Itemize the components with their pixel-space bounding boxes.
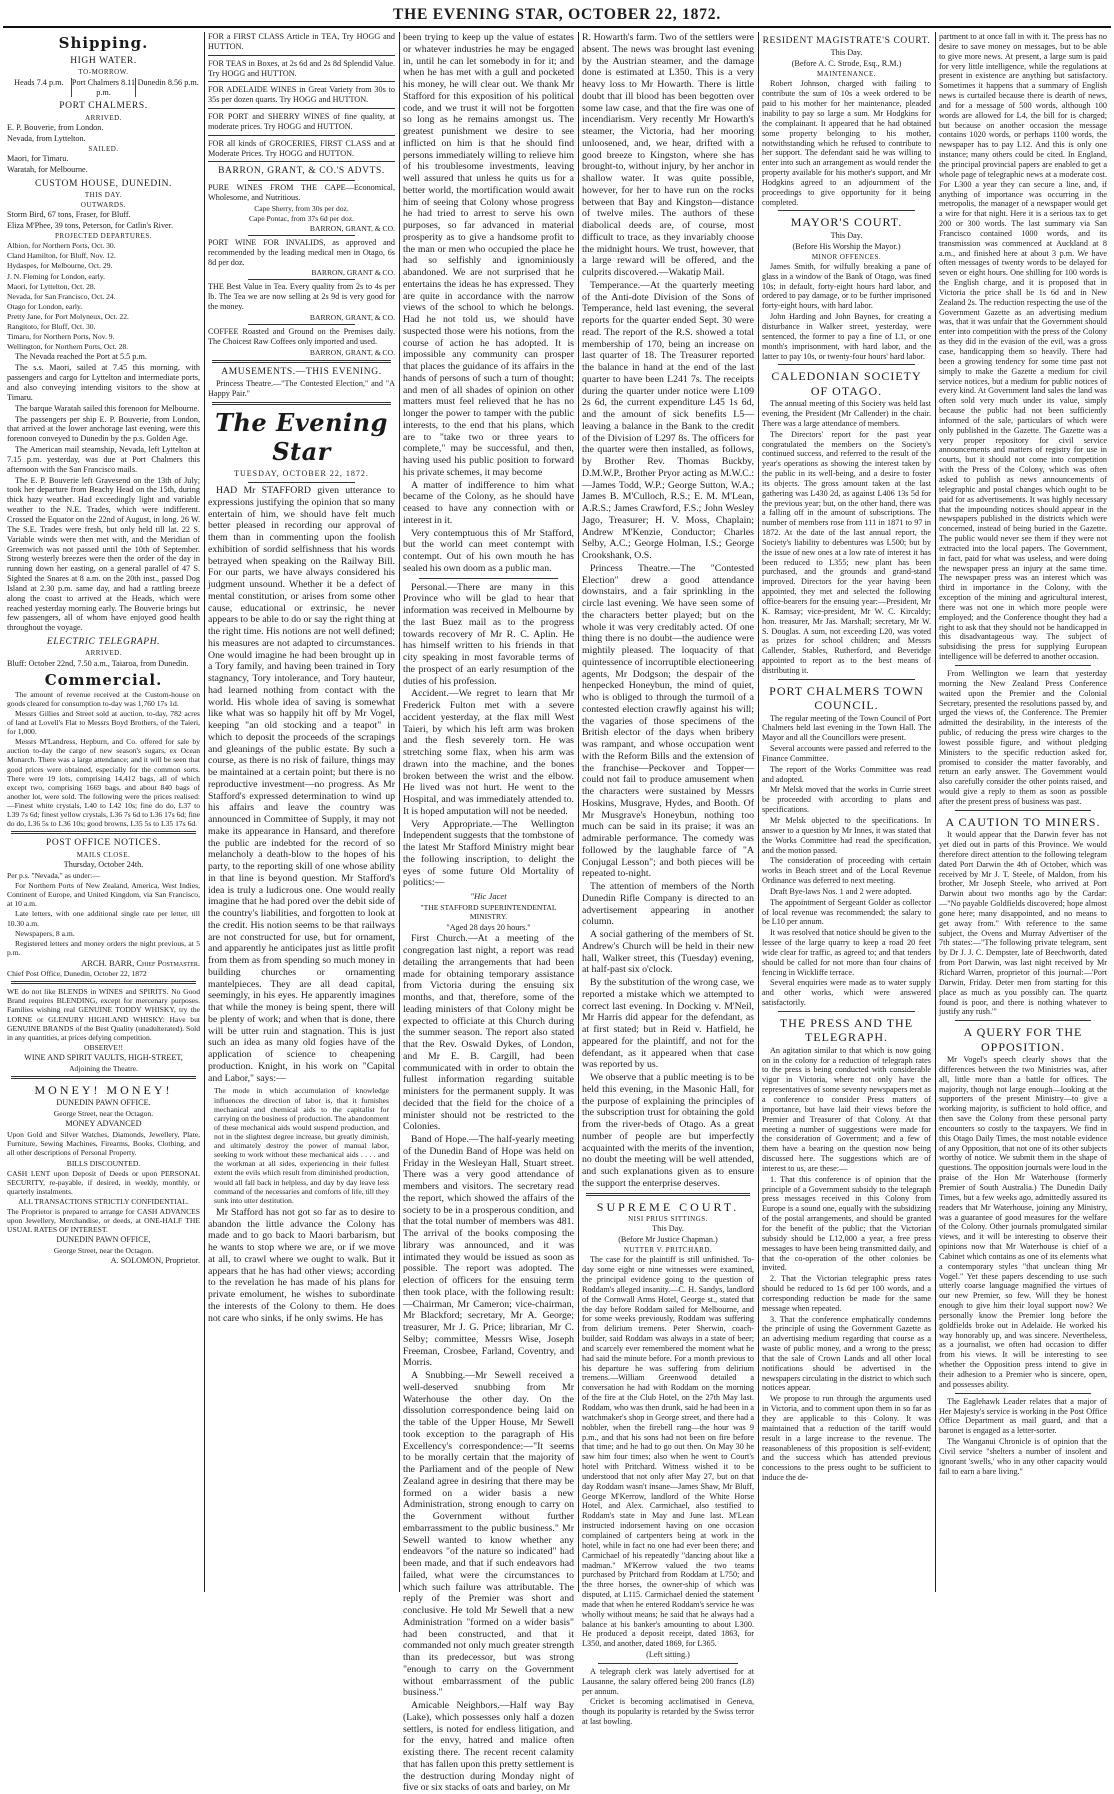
amusements-heading: AMUSEMENTS.—THIS EVENING.: [221, 366, 382, 377]
article-paragraph: An agitation similar to that which is now going on in the colony for a reduction of telegraph rates to the press is being conducted with considerable vigor in Victoria, where not only have the representatives of some seventy newspapers met as a conference to consider Press matters of importance, but have laid their views before the Premier and Treasurer of that Colony. At that meeting a number of suggestions were made for the consideration of Government; and a few of them have a bearing on the question now being discussed here. The suggestions which are of interest to us, are these:—: [762, 1045, 931, 1173]
money-paragraph: Upon Gold and Silver Watches, Diamonds, Jewellery, Plate, Furniture, Sewing Machines, Firearms, Books, Clothing, and all other descriptions of Personal Property.: [7, 1130, 200, 1158]
mail-line: Registered letters and money orders the night previous, at 5 p.m.: [7, 938, 200, 957]
news-paragraph: Temperance.—At the quarterly meeting of the Anti-dote Division of the Sons of Temperance, held last evening, the several reports for the quarter ended Sept. 30 were read. The report of the R.S. showed a total membership of 170, being an increase on last quarter of 18. The Treasurer reported the balance in hand at the end of the last quarter to have been L241 7s. The receipts during the quarter under notice were L109 2s 6d, the current expenditure L45 1s 6d, and the amount of sick benefits L5—leaving a balance in the Bank to the credit of the Division of L297 8s. The officers for the quarter were then installed, as follows, by Brother Rev. Thomas Buckby, D.M.W.P., Brother Pryor acting as M.W.C.:—James Todd, W.P.; George Sutton, W.A.; James B. M'Culloch, R.S.; E. M. M'Lean, A.R.S.; James Crawford, F.S.; John Wesley Jago, Treasurer; H. V. Moss, Chaplain; Andrew M'Kenzie, Conductor; Charles Selby, A.C.; George Holman, I.S.; George Crookshank, O.S.: [582, 279, 754, 561]
court-report: James Smith, for wilfully breaking a pane of glass in a window of the Bank of Otago, was fined 10s; in default, forty-eight hours hard labor, and ordered to pay damage, or to be further imprisoned forty-eight hours, with hard labor.: [762, 261, 931, 311]
article-paragraph: It would appear that the Darwin fever has not yet died out in parts of this Province. We would therefore direct attention to the following telegram dated Port Darwin the 4th of October, which was received by Mr J. T. Steele, of Maldon, from his brother, Mr Joseph Steele, who arrived at Port Darwin about two months ago by the Cardar:—"No payable Goldfields discovered; hope almost gone here; many disappointed, and no means to get away from." With reference to the same subject, the Ovens and Murray Advertiser of the 7th states:—"The following private telegram, sent by Dr J. J. C. Dempster, late of Beechworth, dated from Port Darwin, was last night received by Mr Richard Warren, proprietor of this journal:—'Port Darwin, Friday. Deter men from starting for this place as much as you possibly can. The quartz found is poor, and there is nothing whatever to justify any rush.'": [939, 830, 1107, 1017]
shipping-heading: Shipping.: [58, 34, 149, 52]
query-opposition-heading: A QUERY FOR THE OPPOSITION.: [963, 1025, 1083, 1054]
departure-line: Maori, for Lyttelton, Oct. 28.: [7, 281, 96, 291]
departure-line: Cland Hamilton, for Bluff, Nov. 12.: [7, 251, 116, 261]
departure-line: Albion, for Northern Ports, Oct. 30.: [7, 241, 116, 251]
divider: [955, 1393, 1091, 1394]
leader-quotation: The mode in which accumulation of knowledge influences the direction of labor is, that it furnishes mechanical and chemical aids to the capitalist for carrying on the business of production. The abandonment of these mechanical aids would suspend production, and not in the slightest degree increase, but greatly diminish, and ultimately destroy the power of manual labor, seeking to work without these mechanical aids . . . . and the workman at all sides, experiencing in their fullest extent the evils which result from diminished production, would all fall back in helpless, and day by day leave less command of the necessaries and comforts of life, till they sunk into utter destitution.: [214, 1086, 389, 1205]
advertisement-text: FOR PORT and SHERRY WINES of fine quality, at moderate prices. Try HOGG and HUTTON.: [208, 112, 395, 131]
commercial-paragraph: The amount of revenue received at the Custom-house on goods cleared for consumption to-day was 1,760 17s 1d.: [7, 689, 200, 708]
price-line: Cape Sherry, from 30s per doz.: [254, 203, 349, 213]
news-paragraph: First Church.—At a meeting of the congregation last night, a report was read detailing the arrangements that had been made for obtaining temporary assistance from Victoria during the ensuing six months, and that, therefore, some of the leading ministers of that Colony might be expected to officiate at this Church during the summer season. The report also stated that the Rev. Oswald Dykes, of London, and Mr E. B. Cargill, had been communicated with in order to obtain the fullest information regarding suitable ministers for the permanent supply. It was decided that the field for the choice of a minister should not be restricted to the Colonies.: [403, 933, 574, 1133]
news-paragraph: Princess Theatre.—The "Contested Election" drew a good attendance downstairs, and a fair sprinkling in the circle last evening. We have seen some of the characters better played; but on the whole it was very creditably acted. Of one thing there is no doubt—the audience were mightily pleased. The loquacity of that quintessence of incorruptible electioneering agents, Mr Dodgson; the despair of the henpecked Honeybun, the mind of quiet, who is obliged to through the turmoil of a contested election crawfly against his will; the vagaries of those specimens of the British elector of the days when bribery was rampant, and whose occupation went with the Reform Bills and the extension of the franchise—Peckover and Topper—could not fail to produce amusement when the characters were sustained by Messrs Hoskins, Musgrave, Hydes, and Booth. Of Mr Musgrave's Honeybun, nothing too much can be said in its praise; it was an admirable performance. The comedy was followed by the laughable farce of "A Conjugal Lesson"; and both pieces will be repeated to-night.: [582, 562, 754, 880]
news-paragraph: Cricket is becoming acclimatised in Geneva, though its popularity is retarded by the Swiss terror at last bowling.: [582, 1697, 754, 1727]
outwards-line: Eliza M'Phee, 39 tons, Peterson, for Catlin's River.: [7, 221, 173, 231]
court-day: This Day.: [830, 230, 863, 240]
post-office-date: Chief Post Office, Dunedin, October 22, 1872: [7, 969, 147, 979]
advertiser-signature: BARRON, GRANT, & CO.: [309, 313, 395, 323]
mayors-court-heading: MAYOR'S COURT.: [790, 215, 903, 230]
barron-grant-heading: BARRON, GRANT, & CO.'S ADVTS.: [218, 166, 385, 177]
high-water-table: [7, 78, 200, 98]
departure-line: Rangitoto, for Bluff, Oct. 30.: [7, 322, 96, 332]
council-report: The report of the Works Committee was read and adopted.: [762, 764, 931, 784]
divider: [212, 402, 391, 405]
divider: [778, 679, 915, 680]
column-6: [935, 32, 1111, 1592]
money-advanced: MONEY ADVANCED: [65, 1119, 142, 1129]
advertisement: [208, 32, 395, 56]
news-paragraph: R. Howarth's farm. Two of the settlers were absent. The news was brought last evening by the Austrian steamer, and the damage done is estimated at L350. This is a very heavy loss to Mr Howarth. There is little doubt that ill blood has been begotten over some law case, and that the fire was one of incendiarism. Very recently Mr Howarth's steamer, the Victoria, had her mooring unloosened, and, we hear, drifted with a good breeze to Kingston, where she has brought-to, without injury, by her anchor in shallow water. It was quite possible, however, for her to have run on the rocks between that Bay and Kingston—distance of twelve miles. The authors of these diabolical deeds are, of course, most difficult to trace, as they invariably choose the midnight hours. We trust, however, that a large reward will be offered, and the culprits discovered.—Wakatip Mail.: [582, 32, 754, 278]
council-report: The regular meeting of the Town Council of Port Chalmers held last evening in the Town Hall. The Mayor and all the Councillors were present.: [762, 713, 931, 743]
column-5: [758, 32, 935, 1592]
leader-paragraph: Mr Stafford has not got so far as to desire to abandon the little advance the Colony has made and to go back to Maori barbarism, but he wants to stop where we are, or if we move at all, to crawl where we ought to walk. But it appears that he has had other views; according to the revelation he has made of his plans for private emolument, he wishes to subordinate the interests of the Colony to them. He does not care who sinks, if he only swims. He has: [208, 1206, 395, 1324]
mail-line: Per p.s. "Nevada," as under:—: [7, 870, 100, 880]
court-judge: (Before His Worship the Mayor.): [792, 241, 901, 251]
sailed-heading: SAILED.: [88, 144, 119, 153]
court-judge: (Before Mr Justice Chapman.): [618, 1235, 718, 1245]
projected-departures-list: [7, 241, 200, 351]
post-office-heading: POST OFFICE NOTICES.: [45, 838, 162, 849]
bills-discounted: BILLS DISCOUNTED.: [66, 1158, 141, 1168]
edition-date: TUESDAY, OCTOBER 22, 1872.: [234, 468, 369, 478]
advertisement-text: FOR a FIRST CLASS Article in TEA, Try HOGG and HUTTON.: [208, 32, 395, 51]
advertiser-signature: BARRON, GRANT & CO.: [311, 268, 395, 278]
council-report: Mr Melsk objected to the specifications. In answer to a question by Mr Innes, it was stated that the Works Committee had read the specification, and the motion passed.: [762, 815, 931, 855]
electric-telegraph-heading: ELECTRIC TELEGRAPH.: [46, 637, 161, 648]
custom-house-heading: CUSTOM HOUSE, DUNEDIN.: [34, 179, 173, 190]
nisi-prius-heading: NISI PRIUS SITTINGS.: [628, 1214, 708, 1223]
leader-paragraph: A matter of indifference to him what became of the Colony, as he should have ceased to have any connection with or interest in it.: [403, 479, 574, 526]
article-paragraph: 3. That the conference emphatically condemns the principle of using the Government Gazette as an advertising medium regarding that course as a waste of public money, and a wrong to the press; that the sale of Crown Lands and all other local notifications should be advertised in the newspapers circulating in the district to which such notices appear.: [762, 1314, 931, 1393]
news-paragraph: Band of Hope.—The half-yearly meeting of the Dunedin Band of Hope was held on Friday in the Wesleyan Hall, Stuart street. There was a very good attendance of members and visitors. The secretary read the report, which showed the affairs of the society to be in a prosperous condition, and that the total number of members was 481. The arrival of the books composing the library was announced, and it was intimated they would be issued as soon as possible. The report was adopted. The election of officers for the ensuing term then took place, with the following result:—Chairman, Mr Cameron; vice-chairman, Mr Blackford; secretary, Mr A. George; treasurer, Mr J. G. Price; librarian, Mr C. Selby; committee, Messrs Wise, Joseph Freeman, Crosbee, Farland, Coventry, and Morris.: [403, 1134, 574, 1369]
mail-line: Newspapers, 8 a.m.: [15, 928, 75, 938]
money-heading: MONEY! MONEY!: [34, 1082, 173, 1097]
news-paragraph: A telegraph clerk was lately advertised for at Lausanne, the salary offered being 200 francs (L8) per annum.: [582, 1666, 754, 1696]
price-line: Cape Pontac, from 37s 6d per doz.: [248, 213, 355, 223]
news-paragraph: A social gathering of the members of St. Andrew's Church will be held in their new hall, Walker street, this (Tuesday) evening, at half-past six o'clock.: [582, 929, 754, 976]
maintenance-heading: MAINTENANCE.: [816, 70, 877, 79]
proprietor-signature: A. SOLOMON, Proprietor.: [110, 1256, 200, 1266]
masthead: [0, 0, 1114, 30]
council-report: Mr Melsk moved that the works in Currie street be proceeded with according to plans and specifications.: [762, 785, 931, 815]
article-paragraph: 1. That this conference is of opinion that the principle of a Government subsidy to the telegraph press messages received in this Colony from Europe is a sound one, equally with the subsidizing of the postal arrangements, and should be granted for the benefit of the public; that the Victorian subsidy should be L12,000 a year, a free press messages to have been being transmitted daily, and that the co-operation of the other colonies be invited.: [762, 1174, 931, 1273]
divider: [212, 360, 391, 363]
advertisement-text: COFFEE Roasted and Ground on the Premises daily. The Choicest Raw Coffees only imported and used.: [208, 327, 395, 346]
case-name: NUTTER V. PRITCHARD.: [623, 1245, 713, 1254]
news-paragraph: The Wanganui Chronicle is of opinion that the Civil service "shelters a number of insolent and ignorant 'swells,' who in any other capacity would fail to earn a bare living.": [939, 1437, 1107, 1476]
minor-offences-heading: MINOR OFFENCES.: [811, 252, 882, 261]
divider: [955, 810, 1091, 811]
mail-day: Thursday, October 24th.: [63, 860, 144, 870]
column-2: [204, 32, 399, 1592]
court-judge: (Before A. C. Strode, Esq., R.M.): [791, 59, 902, 69]
council-report: The consideration of proceeding with certain works in Beach street and of the Local Revenue Ordinance was deferred to next meeting.: [762, 856, 931, 886]
outwards-heading: OUTWARDS.: [80, 200, 127, 209]
arrived-heading: ARRIVED.: [85, 113, 122, 122]
council-report: Draft Bye-laws Nos. 1 and 2 were adopted.: [770, 886, 912, 896]
departure-line: J. N. Fleming for London, early.: [7, 271, 105, 281]
society-report: The Directors' report for the past year congratulated the members on the Society's continued success, and referred to the result of the year's operations as showing the interest taken by the public in its well-being, and a desire to foster its objects. The gross amount taken at the last gathering was L430 2d, as against L406 13s 5d for the previous year; but, on the other hand, there was a falling off in the amount of subscriptions. The number of members rose from 111 in 1871 to 97 in 1872. At the date of the last annual report, the Society's liability to debentures was L500; but by the issue of new ones at a low rate of interest it has been reduced to L355; new plant has been purchased, and the grounds and grand-stand improved. Directors for the year having been appointed, they met and selected the following office-bearers for the ensuing year:—President, Mr K. Ramsay; vice-president, Mr W. C. Kircaldy; hon. treasurer, Mr Jas. Marshall; secretary, Mr W. S. Douglas. A sum, not exceeding L20, was voted as prizes for school children; and Messrs Callender, Stables, Rutherford, and Beveridge appointed to report as to the best means of distributing it.: [762, 429, 931, 675]
divider: [598, 1663, 738, 1664]
advertisement-text: PORT WINE FOR INVALIDS, as approved and recommended by the leading medical men in Otago, 6s 8d per doz.: [208, 237, 395, 267]
advertisement-text: FOR TEAS in Boxes, at 2s 6d and 2s 8d Splendid Value. Try HOGG and HUTTON.: [208, 58, 395, 78]
high-water-heads: Heads 7.4 p.m.: [14, 77, 64, 87]
news-paragraph: By the substitution of the wrong case, we reported a mistake which we attempted to correct last evening. In Docking v. M'Neil, Mr Harris did appear for the defendant, as at first stated; but in Reid v. Hatfield, he appeared for the plaintiff, and not for the defendant, as it appeared when that case was reported by us.: [582, 977, 754, 1071]
article-paragraph: partment to at once fall in with it. The press has no desire to save money on messages, but to be able to give more news. At present, a large sum is paid for very little intelligence, while the regulations at present in existence are anything but satisfactory. Sometimes it happens that a summary of English news is curtailed because there is dearth of news, and for a message of 500 words, although 100 words are allowed for L4, the bill for is charged; but because on another occasion the message contains 1020 words, or perhaps 1100 words, the newspaper has to pay L12. And this is only one instance; many others could be cited. In England, the principal provincial papers are enabled to get a whole page of telegraphic news at a moderate cost. For L300 a year they can secure a line, and, if anything of importance was occurring in the metropolis, the manager of a newspaper would get a wire for that night. Here it is a serious tax to get 200 or 300 words. The last summary via San Francisco contained 1000 words, and its transmission was commenced at Auckland at 8 a.m., and finished here at about 3 p.m. We have often messages of twenty words to be delayed for seven or eight hours. One shilling for 100 words is the English charge, and it is proposed that in Victoria the price shall be 1s 6d and in New Zealand 2s. The reduction respecting the use of the Government Gazette as an advertising medium was, that it was unfair that the Government should enter into competition with the press of the Colony as they did in the evasion of the evil, was a gross case, handicapping them so heavily. There had been a growing tendency for some time past not simply to make the Gazette a medium for civil service notices, but a medium for public notices of every kind. At Government land sales the land was often sold very much under its value, simply because the public had not been sufficiently informed of the sale, particulars of which were only published in the Gazette. The Gazette was a very proper repository for civil service announcements and matters of registry for use in courts, but it should not come into competition with the Press of the Colony, which was often asked to publish as news announcements of telegraphic and postal changes which ought to be paid for as advertisements. It was highly necessary that the impounding notices should appear in the newspapers published in the districts which were concerned, instead of being buried in the Gazette. The public would never see them if they were not extracted into the local papers. The Government, in fact, paid for what was useless, and were doing the newspaper press an injury at the same time. The newspaper press was an interest which was third in importance in the Colony, with the exception of the mining and agricultural interest, there was not one in which more people were employed; and the Conference thought they had a right to ask that they should not be handicapped in this disadvantageous way. The subject of subsidising the press for supplying European intelligence will be deferred to another occasion.: [939, 32, 1107, 662]
pawn-office-address: George Street, near the Octagon.: [53, 1109, 154, 1119]
leader-paragraph: Very contemptuous this of Mr Stafford, but the world can meet contempt with contempt. Out of his own mouth he has sealed his own doom as a public man.: [403, 527, 574, 574]
council-report: The appointment of Sergeant Golder as collector of local revenue was recommended; the salary to be L10 per annum.: [762, 897, 931, 927]
telegraph-subheading: ARRIVED.: [85, 649, 122, 658]
news-paragraph: We observe that a public meeting is to be held this evening, in the Masonic Hall, for the purpose of explaining the principles of the subscription trust for obtaining the gold from the river-beds of Otago. As a great number of people are but imperfectly acquainted with the merits of the invention, no doubt the meeting will be well attended, and such explanations given as to ensure the support the enterprise deserves.: [582, 1072, 754, 1189]
divider: [778, 364, 915, 365]
money-paragraph: The Proprietor is prepared to arrange for CASH ADVANCES upon Jewellery, Merchandise, or deeds, at ONE-HALF THE USUAL RATES OF INTEREST.: [7, 1207, 200, 1235]
divider: [11, 831, 196, 834]
pawn-office-name: DUNEDIN PAWN OFFICE.: [56, 1098, 151, 1108]
wine-observe: OBSERVE!!: [83, 1042, 124, 1052]
newspaper-name: The Evening Star: [215, 408, 388, 466]
divider: [248, 482, 355, 483]
projected-departures-heading: PROJECTED DEPARTURES.: [55, 231, 152, 240]
money-paragraph: CASH LENT upon Deposit of Deeds or upon PERSONAL SECURITY, re-payable, if desired, in weekly, monthly, or quarterly instalments.: [7, 1168, 200, 1196]
wine-advertisement: WE do not like BLENDS in WINES and SPIRITS. No Good Brand requires BLENDING, except for mercenary purposes. Families wishing real GENUINE TODDY WHISKY, try the LORNE or GLENURY HIGHLAND WHISKY: Have but GENUINE BRANDS of the Best Quality (unadulterated). Sold in any quantities, at prices defying competition.: [7, 987, 200, 1042]
council-report: Several enquiries were made as to water supply and other works, which were answered satisfactorily.: [762, 978, 931, 1008]
advertisement-text: THE Best Value in Tea. Every quality from 2s to 4s per lb. The Tea we are now selling at 2s 9d is very good for the money.: [208, 282, 395, 312]
high-water-subheading: TO-MORROW.: [78, 68, 129, 77]
shipping-paragraph: The s.s. Maori, sailed at 7.45 this morning, with passengers and cargo for Lyttelton and intermediate ports, and also conveying intending visitors to the show at Timaru.: [7, 363, 200, 402]
shipping-paragraph: The passengers per ship E. P. Bouverie, from London, that arrived at the lower anchorage last evening, were this forenoon conveyed to Dunedin by the p.s. Golden Age.: [7, 414, 200, 444]
divider: [248, 180, 355, 181]
page-title: THE EVENING STAR, OCTOBER 22, 1872.: [392, 6, 721, 23]
high-water-heading: HIGH WATER.: [70, 56, 137, 66]
wine-vaults: WINE AND SPIRIT VAULTS, HIGH-STREET,: [24, 1053, 183, 1063]
court-report: The case for the plaintiff is still unfinished. To-day some eight or nine witnesses were examined, the principal evidence going to the question of Roddam's alleged insanity.—C. H. Sandys, landlord of the Cornwall Arms Hotel, George st., stated that the day before Roddam sailed for Melbourne, and for some weeks previously, Roddam was suffering from delirium tremens. Peter Sherwin, coach-builder, said Roddam was always in a state of beer; and scarcely ever remembered the moment what he had said the minute before. For a month previous to his departure he was suffering from delirium tremens.—William Greenwood detailed a conversation he had with Roddam on the morning of the fire at the Club Hotel, on the 27th May last. Roddam, who was then drunk, said he had been in a watchmaker's shop in George street, and there had a nobbler, when the firebell rang—the hour was 9 p.m., and that his sons had not been on fire before that time; and he had to go out then. On May 30 he saw him four times; also when he went to Court's hotel with Pritchard. Witness wished it to be understood that not only after May 27, but on that day Roddam wasn't insane—James Shaw, Mr Bluff, George M'Kerrow, landlord of the White Horse Hotel, and Alex. Carmichael, also testified to Roddam's state in May and June last. M'Lean instructed indorsement having on one occasion complained of cartpenters being at work in the hotel, while in fact no one had ever been there; and Carmichael of his repeatedly "dancing about like a madman." M'Kerrow valued the two teams purchased by Pritchard from Roddam at L750; and the three horses, the owner-ship of which was disputed, at L115. Carmichael denied the statement made that when he entered Roddam's service he was wholly without means; he said that he always had a balance at his banker's amounting to about L300. He produced a deposit receipt, dated 1863, for L350, and another, dated 1869, for L365.: [582, 1255, 754, 1649]
society-report: The annual meeting of this Society was held last evening, the President (Mr Callender) in the chair. There was a large attendance of members.: [762, 399, 931, 428]
epitaph-line: "Hic Jacet: [470, 891, 507, 901]
town-council-heading: PORT CHALMERS TOWN COUNCIL.: [769, 683, 924, 713]
epitaph-line: "THE STAFFORD SUPERINTENDENTAL MINISTRY.: [420, 903, 557, 922]
divider: [586, 1193, 750, 1196]
column-1: [3, 32, 204, 1592]
advertisement: [208, 59, 395, 83]
advertisement-text: FOR ADELAIDE WINES in Great Variety from 30s to 35s per dozen quarts. Try HOGG and HUTTON.: [208, 85, 395, 105]
custom-house-subheading: THIS DAY.: [84, 191, 123, 200]
news-paragraph: The attention of members of the North Dunedin Rifle Company is directed to an advertisement appearing in another column.: [582, 881, 754, 928]
commercial-heading: Commercial.: [44, 670, 163, 689]
shipping-paragraph: The Nevada reached the Port at 5.5 p.m.: [15, 352, 147, 362]
column-3: [399, 32, 578, 1794]
shipping-paragraph: The barque Waratah sailed this forenoon for Melbourne.: [15, 403, 200, 413]
news-paragraph: Accident.—We regret to learn that Mr Frederick Fulton met with a severe accident yesterday, at the flax mill West Taieri, by which his left arm was broken and the flesh severely torn. He was stretching some flax, when his arm was drawn into the machine, and the bones broken between the wrist and the elbow. He lived was not hurt. He went to the Hospital, and was immediately attended to. It is hoped amputation will not be needed.: [403, 688, 574, 817]
article-paragraph: 2. That the Victorian telegraphic press rates should be reduced to 1s 6d per 100 words, and a corresponding reduction be made for the same message when repeated.: [762, 1274, 931, 1313]
article-paragraph: We propose to run through the arguments used in Victoria, and to comment upon them in so far as they are applicable to this Colony. It was maintained that a reduction of the tariff would result in a large increase to the revenue. The reasonableness of this proposition is self-evident; and the success which has attended previous concessions to the press ought to be sufficient to induce the de-: [762, 1394, 931, 1483]
epitaph-line: "Aged 28 days 20 hours.": [446, 922, 531, 932]
mail-line: Late letters, with one additional single rate per letter, till 10.30 a.m.: [7, 909, 200, 928]
port-chalmers-heading: PORT CHALMERS.: [59, 101, 148, 112]
court-report: John Harding and John Baynes, for creating a disturbance in Walker street, yesterday, were sentenced, the former to pay a fine of L1, or one month's imprisonment, with hard labor, and the latter to pay 10s, or twenty-four hours' hard labor.: [762, 312, 931, 361]
column-4: [578, 32, 758, 1727]
divider: [248, 235, 355, 236]
divider: [248, 279, 355, 280]
mails-close-heading: MAILS CLOSE.: [76, 850, 131, 859]
commercial-paragraph: Messrs Gillies and Street sold at auction, to-day, 782 acres of land at Lovell's Flat to Messrs Boyd Brothers, of the Taieri, for 1,000.: [7, 708, 200, 737]
departure-line: Timaru, for Northern Ports, Nov. 9.: [7, 332, 115, 342]
press-telegraph-heading: THE PRESS AND THE TELEGRAPH.: [779, 1016, 914, 1045]
high-water-port: Port Chalmers 8.11 p.m.: [71, 77, 136, 97]
money-confidential: ALL TRANSACTIONS STRICTLY CONFIDENTIAL.: [18, 1196, 189, 1206]
article-paragraph: Mr Vogel's speech clearly shows that the differences between the two Ministries was, after all, little more than a battle for offices. The majority, though not large enough—looking at the supporters of the present Ministry—to give a working majority, is sufficient to hold office, and then save the Colony from these personal party encounters so costly to the taxpayers. We find in this Otago Daily Times, the most notable evidence of any Opposition, that not one of its other subjects worthy of notice. We submit them in the shape of questions. The opposition journals were loud in the praise of the Hon Mr Waterhouse (formerly Premier of South Australia.) The Dunedin Daily Times, but a few weeks ago, admittedly assured its readers that Mr Waterhouse, joining any Ministry, was a guarantee of good measures for the welfare of the Colony. Other journals promulgated similar views, and it will be interesting to observe their opinions now that Mr Waterhouse is chief of a Cabinet which contains as one of its elements what a contemporary styles "that unclean thing Mr Vogel." Yet these papers descending to use such utterly coarse language magnified the virtues of our new Premier, so few. Will they be honest enough to give him their loyal support now? We personally know the Premier long before the goldfields broke out in Adelaide. He worked his way honorably up, and was sincere. Nevertheless, as a journalist, we often had occasion to differ from his views. It will be interesting to see whether the Opposition press intend to give in their adhesion to a Premier who is sincere, open, and possesses ability.: [939, 1055, 1107, 1389]
high-water-dunedin: Dunedin 8.56 p.m.: [135, 78, 200, 98]
divider: [11, 981, 196, 984]
supreme-court-heading: SUPREME COURT.: [596, 1199, 740, 1214]
advertiser-signature: BARRON, GRANT, & CO.: [309, 347, 395, 357]
mail-line: For Northern Ports of New Zealand, America, West Indies, Continent of Europe, and United Kingdom, via San Francisco, at 10 a.m.: [7, 881, 200, 909]
arrival-line: Nevada, from Lyttelton.: [7, 134, 86, 144]
departure-line: Wellington, for Northern Ports, Oct. 28.: [7, 342, 129, 352]
news-paragraph: Very Appropriate.—The Wellington Independent suggests that the tombstone of the latest Mr Stafford Ministry might bear the following inscription, to delight the eyes of some future Old Mortality of politics:—: [403, 818, 574, 889]
shipping-paragraph: The E. P. Bouverie left Gravesend on the 13th of July; took her departure from Beachy Head on the 15th, during thick hazy weather. Had exceedingly light and variable weather to the N.E. Trades, which were indifferent. Crossed the Equator on the 22nd of August, in long. 26 W. The S.E. Trades were fresh, but only held till lat. 22 S. Variable winds were then met with, and the Meridian of Greenwich was not passed until the 10th of September. Strong westerly breezes were then the order of the day in running down her easting, on a general parallel of 47 S. Sighted the Snares at 8 a.m. on the 20th inst., passed Dog Island at 2.30 p.m. same day, and had a rattling breeze along the coast to arrived at the Heads, which were reached yesterday morning early. The Bouverie brings but few passengers, all of whom have enjoyed good health throughout the voyage.: [7, 475, 200, 633]
outwards-line: Storm Bird, 67 tons, Fraser, for Bluff.: [7, 210, 131, 220]
shipping-paragraph: The American mail steamship, Nevada, left Lyttelton at 7.15 p.m. yesterday, was due at Port Chalmers this afternoon with the San Francisco mails.: [7, 445, 200, 474]
departure-line: Nevada, for San Francisco, Oct. 24.: [7, 291, 116, 301]
departure-line: Pretty Jane, for Port Molyneux, Oct. 22.: [7, 312, 129, 322]
news-paragraph: Amicable Neighbors.—Half way Bay (Lake), which possesses only half a dozen settlers, is noted for endless litigation, and for the envy, hatred and malice often existing there. The recent recent calamity that has fallen upon this pretty settlement is the destruction during Monday night of five or six stacks of oats and barley, on Mr: [403, 1700, 574, 1794]
divider: [11, 1076, 196, 1079]
court-report: Robert Johnson, charged with failing to contribute the sum of 10s a week ordered to be paid to his mother for her maintenance, pleaded inability to pay so large a sum. Mr Hodgkins for the complainant. It appeared that he had obtained some property belonging to his mother, notwithstanding which he refused to contribute to her support. The defendant said he was willing to enter into such an arrangement as would render the property available for his mother's support, and Mr Hodgkins agreed to an adjournment of the proceedings to give opportunity for it being completed.: [762, 79, 931, 207]
pawn-office-name: DUNEDIN PAWN OFFICE,: [56, 1235, 151, 1245]
departure-line: Hydaspes, for Melbourne, Oct. 29.: [7, 261, 113, 271]
pawn-office-address: George Street, near the Octagon.: [53, 1246, 154, 1256]
advertisement: [208, 85, 395, 109]
news-paragraph: Personal.—There are many in this Province who will be glad to hear that information was received in Melbourne by the last Buez mail as to the progress towards recovery of Mr R. C. Aplin. He has himself written to his friends in that city speaking in most favorable terms of the prospect of an early resumption of the duties of his profession.: [403, 581, 574, 687]
sailed-line: Maori, for Timaru.: [7, 154, 69, 164]
divider: [248, 324, 355, 325]
divider: [955, 665, 1091, 666]
advertisement-text: FOR all kinds of GROCERIES, FIRST CLASS and at Moderate Prices. Try HOGG and HUTTON.: [208, 138, 395, 158]
divider: [778, 210, 915, 211]
leader-paragraph: HAD Mr STAFFORD given utterance to expressions justifying the opinion that so many entertain of him, we should have felt much better pleased in recording our approval of them than in commenting upon the foolish exhibition of sordid selfishness that his words betrayed when speaking on the Railway Bill. For our parts, we have always considered his judgment unsound. Whether it be a defect of mental constitution, or arises from some other cause, educational or extrinsic, he never appears to be able to do or say the right thing at the right time. His notions are not well defined; his measures are not adapted to circumstances. One would imagine he had been brought up in a Tory family, and having been trained in Tory stagnancy, Tory intolerance, and Tory hauteur, had learned nothing from contact with the world. His whole idea of saving is somewhat like what was so happily hit off by Mr Vogel, keeping "an old stocking and a teapot" in which to deposit the proceeds of the scrapings and gleanings of the public estate. By such a course, as there is no risk of failure, things may be maintained at a certain point; but there is no reproductive investment—no progress. As Mr Stafford's expressed determination to wind up his affairs and leave the country was announced in Committee of Supply, it may not make its appearance in Hansard, and therefore the public are indebted for the record of so melancholy a death-blow to the hopes of his party, to the reporting skill of one whose ability in that line is beyond question. Mr Stafford's idea is truly a ludicrous one. One would really imagine that he had pored over the debit side of the country's liabilities, and forgotten to look at the credit. His notion seems to be that railways are not constructed for use, but for ornament, and apparently he anticipates just as little profit from them as from spending so much money in building churches or ornamenting mantelpieces. They are all dead capital, seemingly, in his eyes. He apparently imagines that while the money is being spent, there will be plenty of work; and when that is done, there will be utter ruin and stagnation. This is just such an idea as many old fogies have of the application of science to cheapening production. Knight, in his work on "Capital and Labor," says:—: [208, 485, 395, 1084]
article-paragraph: From Wellington we learn that yesterday morning the New Zealand Press Conference waited upon the Premier and the Colonial Secretary, presented the resolutions passed by, and urged the views of, the Conference. The Premier admitted the desirability, in the interests of the public, of reducing the press wire charges to the lowest possible figure, and without pledging Ministers to the specific reduction asked for, promised to consider the matter favorably, and return an early answer. The Government would also carefully consider the other points raised, and would give a reply to them as soon as possible after the present press of business was past.: [939, 669, 1107, 806]
sailed-line: Waratah, for Melbourne.: [7, 165, 88, 175]
masthead-rule: [3, 26, 1111, 28]
advertisement: [208, 112, 395, 136]
amusement-line: Princess Theatre.—"The Contested Election," and "A Happy Pair.": [208, 379, 395, 399]
advertisement-text: PURE WINES FROM THE CAPE—Economical, Wholesome, and Nutritious.: [208, 182, 395, 202]
leader-paragraph: been trying to keep up the value of estates or whatever industries he may be engaged in, until he can let somebody in for it; and when he has met with a gull and pocketed his money, he will clear out. We thank Mr Stafford for this exposition of his political code, and we trust it will not be forgotten so long as he remains amongst us. The greatest punishment we desire to see inflicted on him is that he should find persons immediately willing to relieve him of his troublesome investments, leaving well assured that unless he quits us for a better world, the mortification would await him of seeing that Colony whose progress he had tried to arrest to serve his own purposes, so far advanced in material prosperity as to give a handsome profit to the man or men who occupied the place he had so selfishly and ignominiously abandoned. We are not surprised that he entertains the ideas he has expressed. They are quite in accordance with the narrow views of the school to which he belongs. Had he not told us, we should have suspected those were his notions, from the course of action he has adopted. It is impossible any community can prosper that places the guidance of its affairs in the hands of persons of such a turn of thought; and men of all shades of opinion on other matters must feel relieved that he has no longer the power to tamper with the public interests, to the end that his plans, which are to "take two or three years to complete," may be successful, and then, having used his public position to forward his private schemes, it may become: [403, 32, 574, 478]
caledonian-society-heading: CALEDONIAN SOCIETY OF OTAGO.: [771, 369, 922, 398]
court-adjourned: (Left sitting.): [646, 1650, 690, 1660]
divider: [955, 1020, 1091, 1021]
divider: [419, 578, 558, 579]
telegraph-line: Bluff: October 22nd, 7.50 a.m., Taiaroa, from Dunedin.: [7, 658, 189, 668]
wine-location: Adjoining the Theatre.: [69, 1063, 138, 1073]
news-paragraph: A Snubbing.—Mr Sewell received a well-deserved snubbing from Mr Waterhouse the other day. On the dissolution correspondence being laid on the table of the Upper House, Mr Sewell took exception to the paragraph of His Excellency's correspondence:—"It seems to be morally certain that the majority of the Parliament and of the people of New Zealand agree in desiring that there may be formed on a wider basis a new Administration, strong enough to carry on the Government without further embarrassment to the public business." Mr Sewell wanted to know whether any endeavors "of the nature so indicated" had been made, and that if such endeavors had failed, what were the circumstances to which such failure was attributable. The reply of the Premier was short and conclusive. He told Mr Sewell that a new Administration "formed on a wider basis" had been constructed, and that it commanded not only much greater strength than its predecessor, but was strong "enough to carry on the Government without embarrassment of the public business.": [403, 1370, 574, 1699]
news-paragraph: The Eaglehawk Leader relates that a major of Her Majesty's service is working in the Post Office Office Department as mail guard, and that a baronet is engaged as a letter-sorter.: [939, 1396, 1107, 1436]
commercial-paragraph: Messrs M'Landress, Hepburn, and Co. offered for sale by auction to-day the cargo of new season's sugars, ex Ocean Monarch. There was a large attendance; and it will be seen that good prices were obtained, especially for the common sorts. There were 19 lots, comprising 14,412 bags, all of which except two, comprising 1669 bags, and about 840 bags of another lot, were sold. The following were the prices realised:—Finest white crystals, L40 to L42 10s; fine do do, L37 to L39 7s 6d; finest yellow crystals, L36 7s 6d to L36 17s 6d; fine do do, L36 5s to L36 10s; good browns, L35 5s to L35 17s 6d.: [7, 737, 200, 829]
council-report: It was resolved that notice should be given to the lessee of the large quarry to keep a road 20 feet wide clear for traffic, as agreed to; and that tenders should be called for not more than four chains of fencing in Wickliffe terrace.: [762, 928, 931, 977]
departure-line: Otago for London, early.: [7, 301, 83, 311]
resident-magistrate-heading: RESIDENT MAGISTRATE'S COURT.: [762, 36, 931, 46]
advertisement: [208, 139, 395, 163]
court-day: This Day.: [652, 1224, 684, 1234]
arrival-line: E. P. Bouverie, from London.: [7, 123, 104, 133]
caution-to-miners-heading: A CAUTION TO MINERS.: [945, 814, 1101, 829]
advertiser-signature: BARRON, GRANT, & CO.: [309, 223, 395, 233]
divider: [778, 1011, 915, 1012]
court-day: This Day.: [830, 48, 863, 58]
postmaster-signature: ARCH. BARR, Chief Postmaster.: [81, 957, 200, 968]
council-report: Several accounts were passed and referred to the Finance Committee.: [762, 744, 931, 763]
